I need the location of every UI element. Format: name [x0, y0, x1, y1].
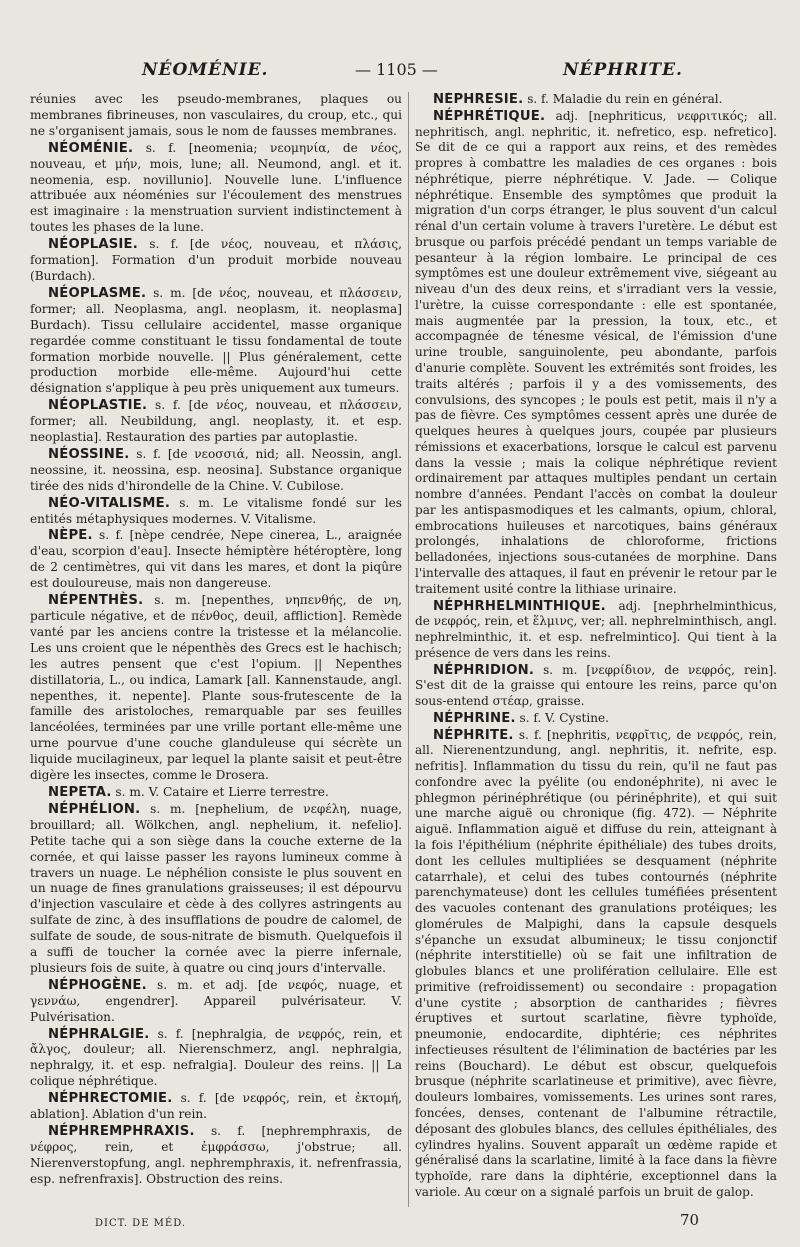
entry-headword: NÉPHRITE. [433, 727, 514, 743]
running-head-left: NÉOMÉNIE. [142, 60, 269, 80]
dictionary-entry [30, 528, 402, 592]
entry-headword: NÉPHRHELMINTHIQUE. [433, 598, 606, 614]
dictionary-entry [415, 599, 777, 662]
entry-definition: s. m. V. Cataire et Lierre terrestre. [115, 784, 329, 799]
entry-definition: s. m. [de νέος, nouveau, et πλάσσειν, former; all. Neoplasma, angl. neoplasm, it. neoplasma] Burdach). Tissu cellulaire accidentel, masse organique regardée comme constituant le tissu fondamental de toute formation morbide nouvelle. || Plus généralement, cette production morbide elle-même. Aujourd'hui cette désignation s'applique à peu près uniquement aux tumeurs. [30, 285, 402, 396]
entry-headword: NÉPHRECTOMIE. [48, 1091, 173, 1107]
entry-definition: s. f. V. Cystine. [519, 710, 609, 725]
entry-headword: NÉPHÉLION. [48, 801, 141, 817]
entry-definition: s. f. [de νεφρός, rein, et ἐκτομή, ablation]. Ablation d'un rein. [30, 1091, 402, 1122]
entry-definition: adj. [nephrhelminthicus, de νεφρός, rein, et ἕλμινς, ver; all. nephrelminthisch, angl. nephrelminthic, it. et esp. nefrelmintico]. Qui tient à la présence de vers dans les reins. [415, 598, 777, 660]
entry-definition: s. f. [nèpe cendrée, Nepe cinerea, L., araignée d'eau, scorpion d'eau]. Insecte hémiptère hétéroptère, long de 2 centimètres, qui vit dans les mares, et dont la piqûre est douloureuse, mais non dangereuse. [30, 528, 402, 591]
entry-definition: s. f. [de νεοσσιά, nid; all. Neossin, angl. neossine, it. neossina, esp. neosina]. Substance organique tirée des nids d'hirondelle de la Chine. V. Cubilose. [30, 446, 402, 493]
entry-headword: NÉOPLASTIE. [48, 398, 148, 414]
dictionary-entry [30, 802, 402, 977]
dictionary-entry [30, 398, 402, 446]
entry-definition: s. m. Le vitalisme fondé sur les entités métaphysiques modernes. V. Vitalisme. [30, 495, 402, 526]
entry-headword: NÉOMÉNIE. [48, 140, 134, 156]
entry-definition: s. m. [νεφρίδιον, de νεφρός, rein]. S'est dit de la graisse qui entoure les reins, parce qu'on sous-entend στέαρ, graisse. [415, 662, 777, 709]
entry-headword: NEPETA. [48, 784, 112, 800]
dictionary-entry [415, 728, 777, 1201]
entry-definition: s. f. [nephremphraxis, de νέφρος, rein, et ἐμφράσσω, j'obstrue; all. Nierenverstopfung, angl. nephremphraxis, it. nefrenfrassia, esp. nefrenfraxis]. Obstruction des reins. [30, 1124, 402, 1186]
entry-definition: s. f. [nephritis, νεφρῖτις, de νεφρός, rein, all. Nierenentzundung, angl. nephritis, it. nefrite, esp. nefritis]. Inflammation du tissu du rein, qu'il ne faut pas confondre avec la pyélite (ou endonéphrite), ni avec le phlegmon périnéphrétique (ou périnéphrite), et qui suit une marche aiguë ou chronique (fig. 472). — Néphrite aiguë. Inflammation aiguë et diffuse du rein, atteignant à la fois l'épithélium (néphrite épithéliale) des tubes droits, dont les cellules multipliées se desquament (néphrite catarrhale), et celui des tubes contournés (néphrite parenchymateuse) dont les cellules tuméfiées présentent des vacuoles contenant des granulations protéiques; les glomérules de Malpighi, dans la capsule desquels s'épanche un exsudat albumineux; le tissu conjonctif (néphrite interstitielle) où se fait une infiltration de globules blancs et une prolifération cellulaire. Elle est primitive (refroidissement) ou secondaire : propagation d'une cystite ; absorption de cantharides ; fièvres éruptives et surtout scarlatine, fièvre typhoïde, pneumonie, endocardite, diphtérie; ces néphrites infectieuses résultent de l'élimination de bactéries par les reins (Bouchard). Le début est obscur, quelquefois brusque (néphrite scarlatineuse et primitive), avec fièvre, douleurs lombaires, vomissements. Les urines sont rares, foncées, denses, contenant de l'albumine rétractile, déposant des globules blancs, des cellules épithéliales, des cylindres hyalins. Souvent apparaît un œdème rapide et généralisé dans la scarlatine, limité à la face dans la fièvre typhoïde, rare dans la diphtérie, exceptionnel dans la variole. Au cœur on a signalé parfois un bruit de galop. [415, 727, 777, 1199]
dictionary-entry [30, 496, 402, 528]
entry-definition: s. f. [neomenia; νεομηνία, de νέος, nouveau, et μήν, mois, lune; all. Neumond, angl. et it. neomenia, esp. novillunio]. Nouvelle lune. L'influence attribuée aux néoménies sur l'écoulement des menstrues est imaginaire : la menstruation survient indistinctement à toutes les phases de la lune. [30, 140, 402, 235]
entry-definition: s. f. [de νέος, nouveau, et πλάσσειν, former; all. Neubildung, angl. neoplasty, it. et esp. neoplastia]. Restauration des parties par autoplastie. [30, 398, 402, 445]
entry-headword: NÉPHRÉTIQUE. [433, 108, 546, 124]
entry-definition: s. m. [nephelium, de νεφέλη, nuage, brouillard; all. Wölkchen, angl. nephelium, it. nefelio]. Petite tache qui a son siège dans la couche externe de la cornée, et qui laisse passer les rayons lumineux comme à travers un nuage. Le néphélion consiste le plus souvent en un nuage de fines granulations graisseuses; il est dépourvu d'injection vasculaire et cède à des collyres astringents au sulfate de zinc, à des insufflations de poudre de calomel, de sulfate de soude, de sous-nitrate de bismuth. Quelquefois il a suffi de toucher la cornée avec la pierre infernale, plusieurs fois de suite, à quatre ou cinq jours d'intervalle. [30, 801, 402, 975]
entry-definition: s. m. [nepenthes, νηπενθής, de νη, particule négative, et de πένθος, deuil, affliction]. Remède vanté par les anciens contre la tristesse et la mélancolie. Les uns croient que le népenthès des Grecs est le hachisch; les autres pensent que c'est l'opium. || Nepenthes distillatoria, L., ou indica, Lamark [all. Kannenstaude, angl. nepenthes, it. nepente]. Plante sous-frutescente de la famille des aristoloches, remarquable par ses feuilles lancéolées, terminées par une vrille portant elle-même une urne pourvue d'une couche glanduleuse qui sécrète un liquide mucilagineux, par lequel la plante saisit et peut-être digère les insectes, comme le Drosera. [30, 593, 402, 783]
dictionary-entry [30, 92, 402, 140]
dictionary-entry [30, 1091, 402, 1123]
entry-definition: s. f. [nephralgia, de νεφρός, rein, et ἄλγος, douleur; all. Nierenschmerz, angl. nephralgia, nephralgy, it. et esp. nefralgia]. Douleur des reins. || La colique néphrétique. [30, 1026, 402, 1089]
entry-headword: NÉOSSINE. [48, 446, 130, 462]
dictionary-entry [415, 92, 777, 108]
entry-headword: NÉOPLASME. [48, 285, 147, 301]
dictionary-entry [30, 978, 402, 1026]
dictionary-entry [30, 141, 402, 236]
footer-sheet-number: 70 [680, 1211, 700, 1229]
page-number: — 1105 — [355, 60, 438, 79]
dictionary-entry [30, 1124, 402, 1188]
entry-headword: NÉPHRALGIE. [48, 1026, 150, 1042]
entry-headword: NÈPE. [48, 528, 93, 544]
right-column [415, 92, 777, 1207]
text-columns [30, 92, 776, 1207]
dictionary-entry [415, 109, 777, 598]
dictionary-entry [30, 237, 402, 285]
entry-definition: s. f. Maladie du rein en général. [527, 92, 723, 106]
left-column [30, 92, 402, 1207]
column-rule [408, 92, 409, 1207]
entry-definition: s. m. et adj. [de νεφός, nuage, et γεννάω, engendrer]. Appareil pulvérisateur. V. Pulvérisation. [30, 977, 402, 1024]
entry-headword: NÉO-VITALISME. [48, 495, 171, 511]
running-head-right: NÉPHRITE. [563, 60, 683, 80]
dictionary-entry [30, 785, 402, 801]
entry-headword: NÉOPLASIE. [48, 237, 138, 253]
entry-headword: NÉPHOGÈNE. [48, 977, 147, 993]
entry-headword: NÉPENTHÈS. [48, 593, 144, 609]
entry-definition: réunies avec les pseudo-membranes, plaques ou membranes fibrineuses, non vasculaires, du croup, etc., qui ne s'organisent jamais, sous le nom de fausses membranes. [30, 92, 402, 138]
footer-signature: DICT. DE MÉD. [95, 1218, 187, 1229]
dictionary-entry [30, 593, 402, 784]
dictionary-entry [30, 286, 402, 397]
entry-headword: NÉPHRINE. [433, 710, 516, 726]
entry-definition: adj. [nephriticus, νεφριτικός; all. nephritisch, angl. nephritic, it. nefretico, esp. nefretico]. Se dit de ce qui a rapport aux reins, et des remèdes propres à combattre les maladies de ces organes : bois néphrétique, pierre néphrétique. V. Jade. — Colique néphrétique. Ensemble des symptômes que produit la migration d'un corps étranger, le plus souvent d'un calcul rénal d'un certain volume à travers l'uretère. Le début est brusque ou parfois précédé pendant un temps variable de pesanteur à la région lombaire. Le principal de ces symptômes est une douleur extrêmement vive, siégeant au niveau d'un des deux reins, et s'irradiant vers la vessie, l'urètre, la cuisse correspondante : elle est spontanée, mais augmentée par la pression, la toux, etc., et accompagnée de ténesme vésical, de l'émission d'une urine trouble, sanguinolente, peu abondante, parfois d'anurie complète. Souvent les extrémités sont froides, les traits altérés ; parfois il y a des vomissements, des convulsions, des syncopes ; le pouls est petit, mais il n'y a pas de fièvre. Ces symptômes cessent après une durée de quelques heures à quelques jours, coupée par plusieurs rémissions et exacerbations, lorsque le calcul est parvenu dans la vessie ; mais la colique néphrétique revient ordinairement par attaques multiples pendant un certain nombre d'années. Pendant l'accès on combat la douleur par les antispasmodiques et les calmants, opium, chloral, embrocations huileuses et narcotiques, bains généraux prolongés, inhalations de chloroforme, frictions belladonées, injections sous-cutanées de morphine. Dans l'intervalle des attaques, il faut en prévenir le retour par le traitement usité contre la lithiase urinaire. [415, 108, 777, 596]
entry-headword: NÉPHREMPHRAXIS. [48, 1124, 195, 1139]
dictionary-entry [415, 711, 777, 727]
running-head [30, 60, 776, 86]
dictionary-entry [415, 663, 777, 710]
dictionary-entry [30, 447, 402, 495]
dictionary-entry [30, 1027, 402, 1091]
entry-headword: NÉPHRÉSIE. [433, 92, 524, 107]
entry-headword: NÉPHRIDION. [433, 662, 535, 678]
entry-definition: s. f. [de νέος, nouveau, et πλάσις, formation]. Formation d'un produit morbide nouveau (Burdach). [30, 237, 402, 283]
